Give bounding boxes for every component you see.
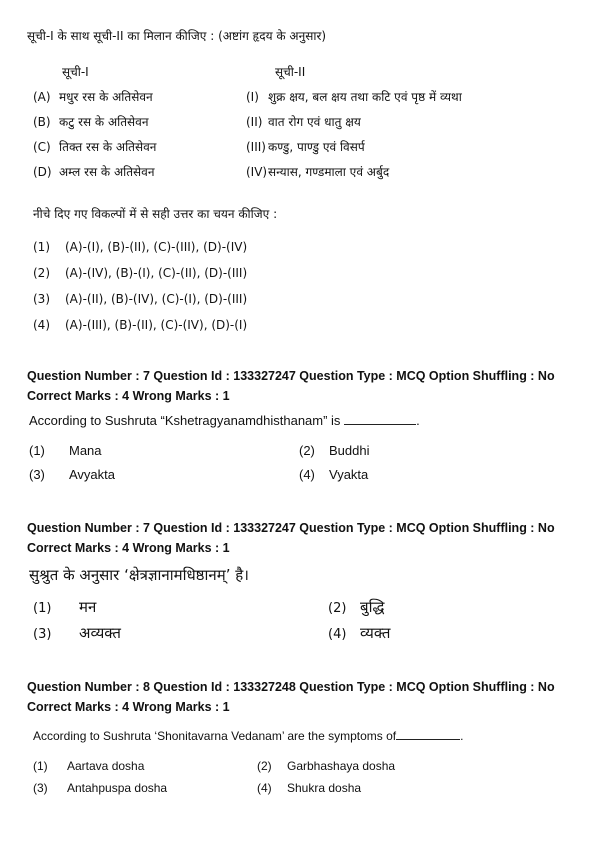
option-item[interactable]: (1) (A)-(I), (B)-(II), (C)-(III), (D)-(IV) xyxy=(33,240,248,254)
q8-en-stem: According to Sushruta ‘Shonitavarna Vedanam’ are the symptoms of . xyxy=(33,729,464,743)
q6-instruction: नीचे दिए गए विकल्पों में से सही उत्तर का चयन कीजिए : xyxy=(33,207,278,221)
list2-item: (II) वात रोग एवं धातु क्षय xyxy=(246,115,361,129)
q7-en-stem: According to Sushruta “Kshetragyanamdhisthanam” is . xyxy=(29,413,420,428)
q7-en-marks: Correct Marks : 4 Wrong Marks : 1 xyxy=(27,389,230,403)
option-item[interactable]: (3) Avyakta xyxy=(29,467,116,482)
q7-hi-marks: Correct Marks : 4 Wrong Marks : 1 xyxy=(27,541,230,555)
option-item[interactable]: (2) (A)-(IV), (B)-(I), (C)-(II), (D)-(III) xyxy=(33,266,248,280)
option-item[interactable]: (2) Garbhashaya dosha xyxy=(257,759,396,773)
list2-item: (I) शुक्र क्षय, बल क्षय तथा कटि एवं पृष्ठ में व्यथा xyxy=(246,90,462,104)
q8-en-meta: Question Number : 8 Question Id : 133327248 Question Type : MCQ Option Shuffling : No xyxy=(27,680,555,694)
option-item[interactable]: (4) (A)-(III), (B)-(II), (C)-(IV), (D)-(I) xyxy=(33,318,248,332)
list2-header: सूची-II xyxy=(275,65,306,79)
option-item[interactable]: (4) Shukra dosha xyxy=(257,781,362,795)
list2-item: (III) कण्डु, पाण्डु एवं विसर्प xyxy=(246,140,365,154)
list1-item: (B) कटु रस के अतिसेवन xyxy=(33,115,149,129)
q7-hi-meta: Question Number : 7 Question Id : 133327247 Question Type : MCQ Option Shuffling : No xyxy=(27,521,555,535)
option-item[interactable]: (4) Vyakta xyxy=(299,467,369,482)
list1-header: सूची-I xyxy=(62,65,89,79)
option-item[interactable]: (2) बुद्धि xyxy=(328,598,385,616)
q6-hi-stem: सूची-I के साथ सूची-II का मिलान कीजिए : (अष्टांग हृदय के अनुसार) xyxy=(27,29,327,43)
option-item[interactable]: (3) Antahpuspa dosha xyxy=(33,781,168,795)
q7-hi-stem: सुश्रुत के अनुसार ‘क्षेत्रज्ञानामधिष्ठानम्’ है। xyxy=(29,566,249,584)
q7-en-meta: Question Number : 7 Question Id : 133327247 Question Type : MCQ Option Shuffling : No xyxy=(27,369,555,383)
option-item[interactable]: (2) Buddhi xyxy=(299,443,370,458)
option-item[interactable]: (1) Mana xyxy=(29,443,102,458)
option-item[interactable]: (4) व्यक्त xyxy=(328,624,391,642)
list1-item: (C) तिक्त रस के अतिसेवन xyxy=(33,140,157,154)
option-item[interactable]: (1) मन xyxy=(33,598,97,616)
option-item[interactable]: (1) Aartava dosha xyxy=(33,759,145,773)
q8-en-marks: Correct Marks : 4 Wrong Marks : 1 xyxy=(27,700,230,714)
list2-item: (IV)सन्यास, गण्डमाला एवं अर्बुद xyxy=(246,165,390,179)
option-item[interactable]: (3) अव्यक्त xyxy=(33,624,121,642)
list1-item: (D) अम्ल रस के अतिसेवन xyxy=(33,165,155,179)
option-item[interactable]: (3) (A)-(II), (B)-(IV), (C)-(I), (D)-(III) xyxy=(33,292,248,306)
list1-item: (A) मधुर रस के अतिसेवन xyxy=(33,90,153,104)
